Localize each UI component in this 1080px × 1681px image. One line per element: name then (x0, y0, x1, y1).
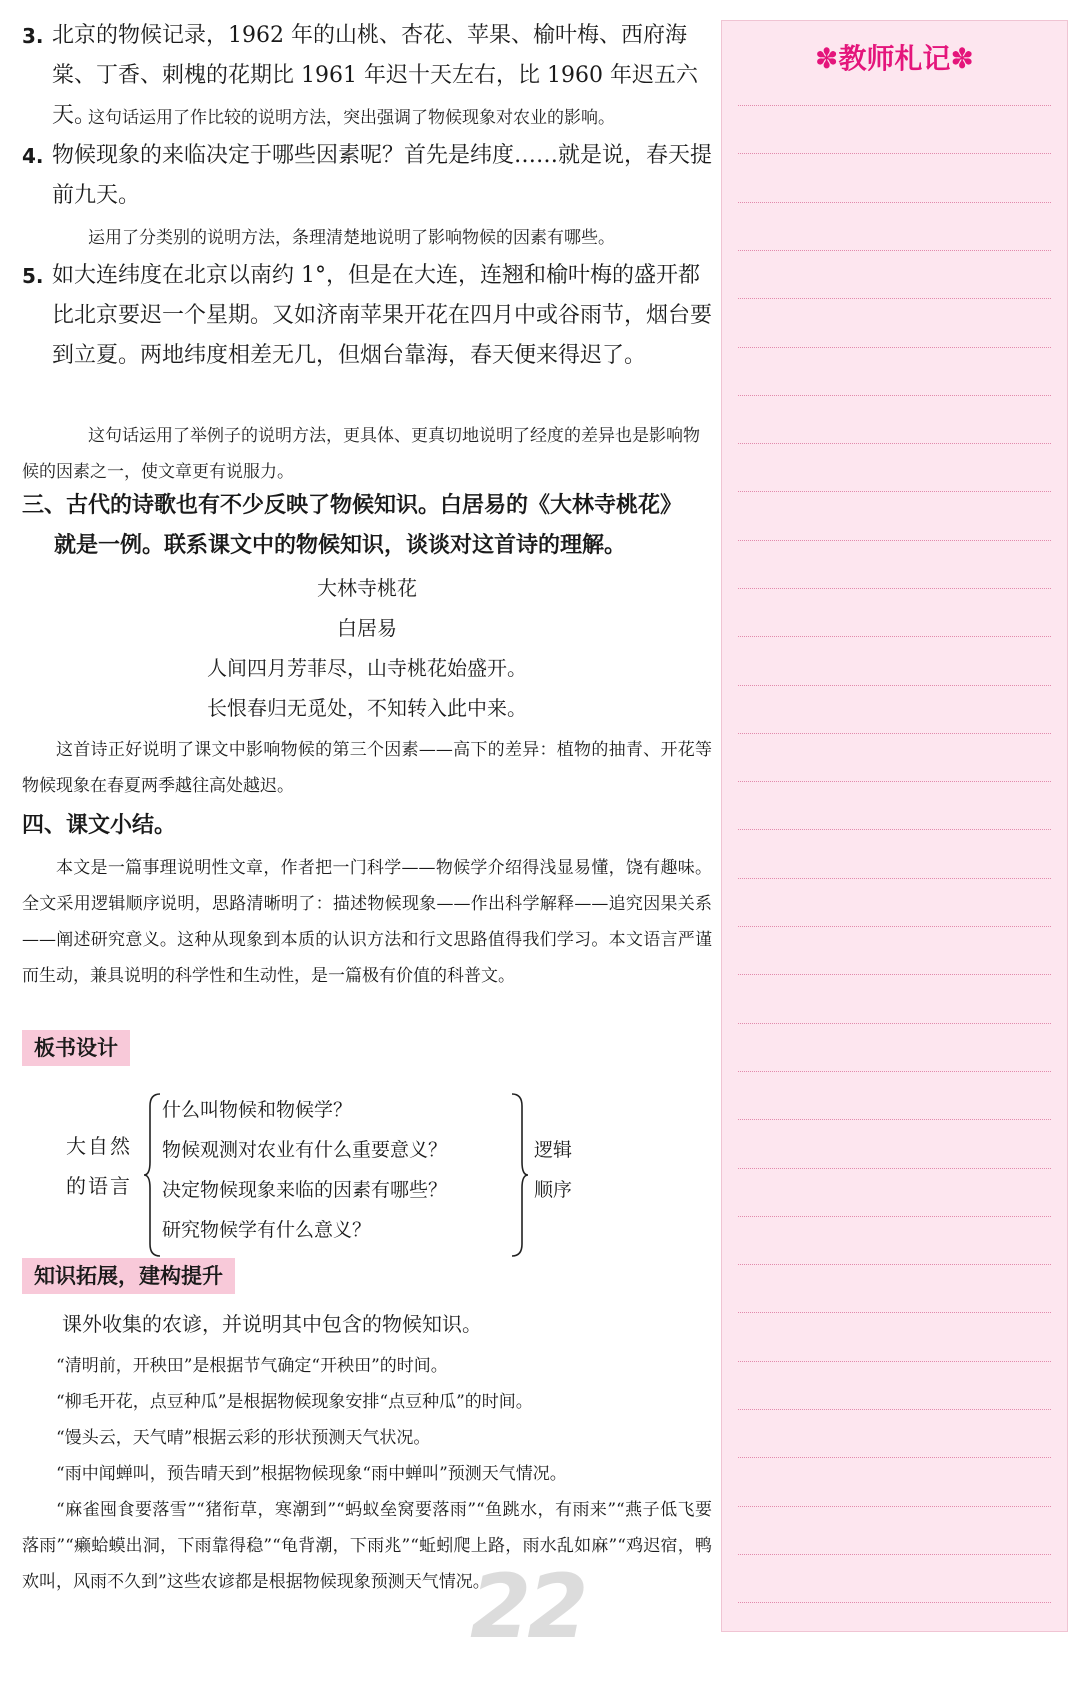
note-line (738, 829, 1051, 830)
question-text: 北京的物候记录，1962 年的山桃、杏花、苹果、榆叶梅、西府海棠、丁香、刺槐的花期比 1961 年迟十天左右，比 1960 年迟五六天。 (52, 23, 698, 128)
note-line (738, 1361, 1051, 1362)
note-line (738, 781, 1051, 782)
board-left-line2: 的语言 (66, 1174, 132, 1198)
note-line (738, 1409, 1051, 1410)
section-3-answer: 这首诗正好说明了课文中影响物候的第三个因素——高下的差异：植物的抽青、开花等物候现象在春夏两季越往高处越迟。 (22, 740, 712, 796)
poem-line-2: 长恨春归无觅处，不知转入此中来。 (207, 696, 527, 720)
note-line (738, 491, 1051, 492)
note-line (738, 443, 1051, 444)
answer-text: 运用了分类别的说明方法，条理清楚地说明了影响物候的因素有哪些。 (88, 228, 615, 248)
note-line (738, 1168, 1051, 1169)
note-line (738, 878, 1051, 879)
answer-text: 这句话运用了作比较的说明方法，突出强调了物候现象对农业的影响。 (88, 108, 615, 128)
board-item: 研究物候学有什么意义？ (162, 1219, 372, 1241)
section-3-title-line1: 三、古代的诗歌也有不少反映了物候知识。白居易的《大林寺桃花》 (22, 493, 683, 518)
note-line (738, 395, 1051, 396)
section-4-text: 本文是一篇事理说明性文章，作者把一门科学——物候学介绍得浅显易懂，饶有趣味。全文采用逻辑顺序说明，思路清晰明了：描述物候现象——作出科学解释——追究因果关系——阐述研究意义。这种从现象到本质的认识方法和行文思路值得我们学习。本文语言严谨而生动，兼具说明的科学性和生动性，是一篇极有价值的科普文。 (22, 858, 712, 986)
question-5 (22, 256, 712, 376)
board-item: 什么叫物候和物候学？ (162, 1099, 353, 1121)
note-line (738, 1457, 1051, 1458)
board-right-line1: 逻辑 (534, 1139, 573, 1161)
note-line (738, 1554, 1051, 1555)
note-line (738, 202, 1051, 203)
page-number: 22 (470, 1555, 585, 1658)
note-line (738, 1312, 1051, 1313)
poem-author: 白居易 (337, 616, 397, 640)
note-line (738, 1071, 1051, 1072)
note-line (738, 153, 1051, 154)
board-right-line2: 顺序 (534, 1179, 573, 1201)
knowledge-tag: 知识拓展，建构提升 (22, 1258, 235, 1294)
note-line (738, 347, 1051, 348)
note-line (738, 974, 1051, 975)
proverb-line: “清明前，开秧田”是根据节气确定“开秧田”的时间。 (56, 1356, 448, 1376)
question-number: 4. (22, 144, 44, 168)
board-item: 决定物候现象来临的因素有哪些？ (162, 1179, 448, 1201)
note-line (738, 250, 1051, 251)
proverb-line: “馒头云，天气晴”根据云彩的形状预测天气状况。 (56, 1428, 431, 1448)
right-brace (508, 1092, 528, 1258)
section-3-title-line2: 就是一例。联系课文中的物候知识，谈谈对这首诗的理解。 (54, 533, 627, 558)
section-4-title: 四、课文小结。 (22, 813, 177, 838)
sidebar-title: ✽教师札记✽ (815, 42, 974, 75)
proverb-line: “柳毛开花，点豆种瓜”是根据物候现象安排“点豆种瓜”的时间。 (56, 1392, 533, 1412)
note-line (738, 1602, 1051, 1603)
left-brace (144, 1092, 164, 1258)
board-item: 物候观测对农业有什么重要意义？ (162, 1139, 448, 1161)
note-line (738, 926, 1051, 927)
note-line (738, 733, 1051, 734)
note-line (738, 540, 1051, 541)
note-line (738, 636, 1051, 637)
note-line (738, 1216, 1051, 1217)
note-line (738, 588, 1051, 589)
note-line (738, 105, 1051, 106)
question-number: 5. (22, 264, 44, 288)
note-line (738, 1506, 1051, 1507)
note-line (738, 298, 1051, 299)
note-line (738, 1023, 1051, 1024)
note-line (738, 685, 1051, 686)
question-4 (22, 136, 712, 216)
knowledge-prompt: 课外收集的农谚，并说明其中包含的物候知识。 (62, 1312, 482, 1336)
teacher-notes-sidebar (721, 20, 1068, 1632)
poem-title: 大林寺桃花 (317, 576, 417, 600)
proverb-paragraph: “麻雀囤食要落雪”“猪衔草，寒潮到”“蚂蚁垒窝要落雨”“鱼跳水，有雨来”“燕子低飞要落雨”“癞蛤蟆出洞，下雨靠得稳”“龟背潮，下雨兆”“蚯蚓爬上路，雨水乱如麻”“鸡迟宿，鸭欢叫，风雨不久到”这些农谚都是根据物候现象预测天气情况。 (22, 1500, 712, 1592)
answer-text: 这句话运用了举例子的说明方法，更具体、更真切地说明了经度的差异也是影响物候的因素之一，使文章更有说服力。 (22, 426, 700, 482)
board-left-line1: 大自然 (66, 1134, 132, 1158)
note-line (738, 1264, 1051, 1265)
poem-line-1: 人间四月芳菲尽，山寺桃花始盛开。 (207, 656, 527, 680)
board-design-tag: 板书设计 (22, 1030, 130, 1066)
question-text: 如大连纬度在北京以南约 1°，但是在大连，连翘和榆叶梅的盛开都比北京要迟一个星期。又如济南苹果开花在四月中或谷雨节，烟台要到立夏。两地纬度相差无几，但烟台靠海，春天便来得迟了。 (52, 263, 713, 368)
proverb-line: “雨中闻蝉叫，预告晴天到”根据物候现象“雨中蝉叫”预测天气情况。 (56, 1464, 567, 1484)
question-text: 物候现象的来临决定于哪些因素呢？首先是纬度……就是说，春天提前九天。 (52, 143, 713, 208)
question-number: 3. (22, 24, 44, 48)
note-line (738, 1119, 1051, 1120)
